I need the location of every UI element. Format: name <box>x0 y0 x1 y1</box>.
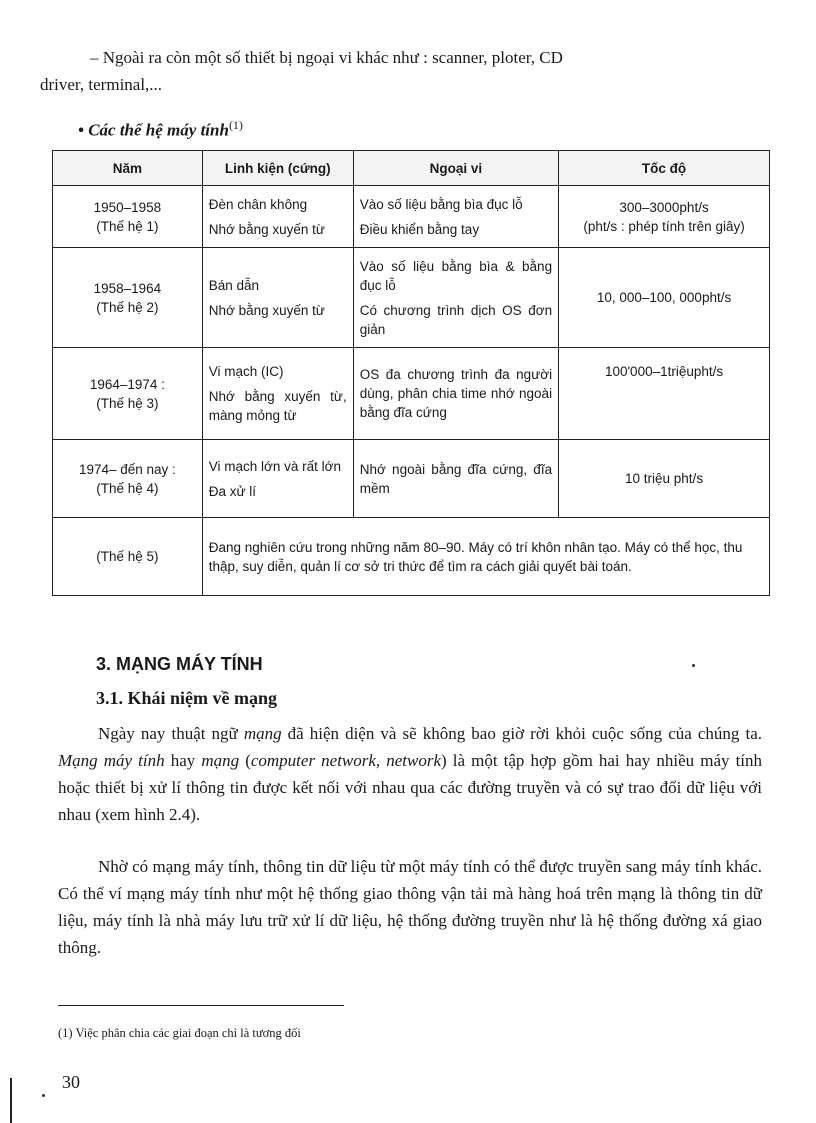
peripherals-cell: Nhớ ngoài bằng đĩa cứng, đĩa mềm <box>353 440 558 518</box>
paragraph-network-definition: Ngày nay thuật ngữ mạng đã hiện diện và sẽ không bao giờ rời khỏi cuộc sống của chúng ta. Mạng máy tính hay mạng (computer network, network) là một tập hợp gồm hai hay nhiều máy tính hoặc thiết bị xử lí thông tin được kết nối với nhau qua các đường truyền và có sự trao đổi dữ liệu với nhau (xem hình 2.4). <box>58 724 763 824</box>
scan-speck <box>42 1094 45 1097</box>
table-header-row <box>53 151 770 186</box>
generations-heading <box>78 112 243 144</box>
table-row <box>53 348 770 440</box>
page-number: 30 <box>62 1072 80 1092</box>
peripherals-cell: OS đa chương trình đa người dùng, phân chia time nhớ ngoài bằng đĩa cứng <box>353 348 558 440</box>
footnote-marker: (1) <box>228 118 243 132</box>
components-cell: Vi mạch (IC) Nhớ bằng xuyến từ, màng mỏng từ <box>202 348 353 440</box>
scan-speck <box>692 664 695 667</box>
table-row <box>53 248 770 348</box>
table-row <box>53 518 770 596</box>
components-cell: Vi mạch lớn và rất lớn Đa xử lí <box>202 440 353 518</box>
peripherals-cell: Vào số liệu bằng bìa & bằng đục lỗ Có chương trình dịch OS đơn giản <box>353 248 558 348</box>
components-cell: Bán dẫn Nhớ bằng xuyến từ <box>202 248 353 348</box>
generations-heading-text: • Các thế hệ máy tính <box>78 120 229 140</box>
intro-paragraph <box>40 44 760 98</box>
year-cell: (Thế hệ 5) <box>53 518 203 596</box>
intro-line-2: driver, terminal,... <box>40 75 163 94</box>
speed-cell: 300–3000pht/s (pht/s : phép tính trên giây) <box>559 186 770 248</box>
column-header-year: Năm <box>53 151 203 186</box>
year-cell: 1974– đến nay : (Thế hệ 4) <box>53 440 203 518</box>
intro-line-1: – Ngoài ra còn một số thiết bị ngoại vi khác như : scanner, ploter, CD <box>90 48 563 67</box>
column-header-components: Linh kiện (cứng) <box>202 151 353 186</box>
column-header-speed: Tốc độ <box>559 151 770 186</box>
table-row <box>53 186 770 248</box>
speed-cell: 10, 000–100, 000pht/s <box>559 248 770 348</box>
components-cell: Đèn chân không Nhớ bằng xuyến từ <box>202 186 353 248</box>
paragraph-network-analogy: Nhờ có mạng máy tính, thông tin dữ liệu từ một máy tính có thể được truyền sang máy tính khác. Có thể ví mạng máy tính như một hệ thống giao thông vận tải mà hàng hoá trên mạng là thông tin dữ liệu, máy tính là nhà máy lưu trữ xử lí dữ liệu, hệ thống đường truyền như là hệ thống đường xá giao thông. <box>58 857 762 957</box>
footnote-divider <box>58 1005 344 1006</box>
gen5-description-cell: Đang nghiên cứu trong những năm 80–90. Máy có trí khôn nhân tạo. Máy có thể học, thu thập, suy diễn, quản lí cơ sở tri thức để tìm ra cách giải quyết bài toán. <box>202 518 769 596</box>
section-title: 3. MẠNG MÁY TÍNH <box>96 654 263 674</box>
generations-table <box>52 150 770 596</box>
section-subtitle: 3.1. Khái niệm về mạng <box>96 688 278 708</box>
speed-cell: 10 triệu pht/s <box>559 440 770 518</box>
year-cell: 1958–1964 (Thế hệ 2) <box>53 248 203 348</box>
footnote: (1) Việc phân chia các giai đoạn chỉ là tương đối <box>58 1026 301 1040</box>
speed-cell: 100'000–1triệupht/s <box>559 348 770 440</box>
year-cell: 1950–1958 (Thế hệ 1) <box>53 186 203 248</box>
table-row <box>53 440 770 518</box>
scan-margin-line <box>10 1078 12 1123</box>
peripherals-cell: Vào số liệu bằng bìa đục lỗ Điều khiển bằng tay <box>353 186 558 248</box>
year-cell: 1964–1974 : (Thế hệ 3) <box>53 348 203 440</box>
column-header-peripherals: Ngoại vi <box>353 151 558 186</box>
